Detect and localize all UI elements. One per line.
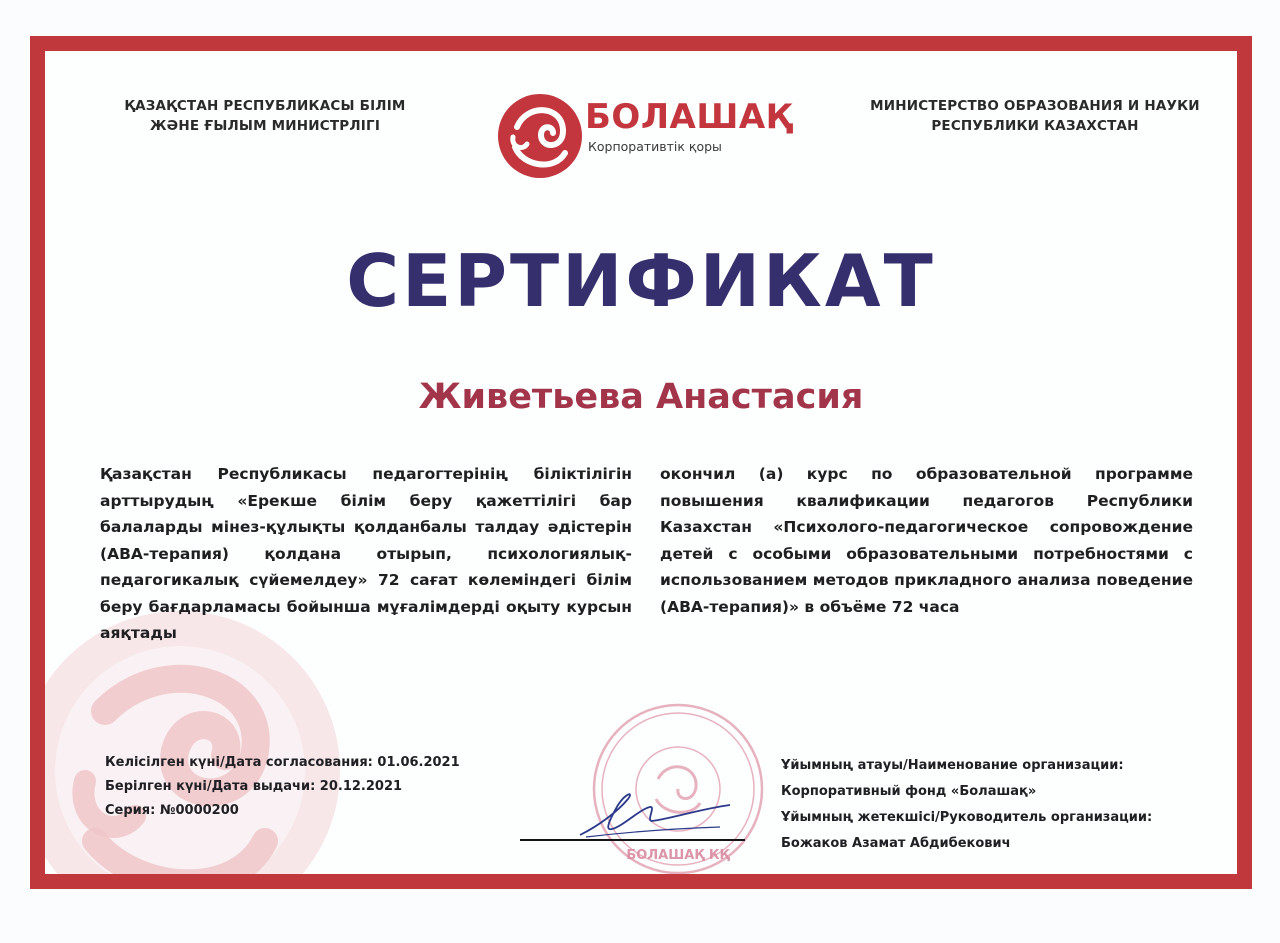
issue-date: Берілген күні/Дата выдачи: 20.12.2021 (105, 779, 403, 794)
organization-head-value: Божаков Азамат Абдибекович (781, 836, 1011, 851)
recipient-name: Живетьева Анастасия (418, 377, 864, 417)
stamp-text: БОЛАШАҚ КҚ (626, 848, 730, 863)
certificate-frame (30, 36, 1252, 889)
approval-date: Келісілген күні/Дата согласования: 01.06.2021 (105, 755, 460, 770)
organization-details (781, 753, 1152, 857)
russian-description: окончил (а) курс по образовательной программе повышения квалификации педагогов Республики Казахстан «Психолого-педагогическое сопровождение детей с особыми образовательными потребностями с использованием методов прикладного анализа поведение (АВА-терапия)» в объёме 72 часа (660, 465, 1193, 616)
ministry-russian (865, 96, 1205, 136)
ministry-russian-line2: РЕСПУБЛИКИ КАЗАХСТАН (931, 118, 1139, 134)
ministry-kazakh (115, 96, 415, 136)
certificate-details (105, 751, 460, 823)
bolashak-logo (497, 89, 827, 183)
organization-name-value: Корпоративный фонд «Болашақ» (781, 784, 1037, 799)
certificate-title: СЕРТИФИКАТ (346, 239, 936, 323)
bolashak-emblem-icon (497, 89, 583, 183)
ministry-kazakh-line2: ЖӘНЕ ҒЫЛЫМ МИНИСТРЛІГІ (149, 118, 381, 134)
organization-name-label: Ұйымның атауы/Наименование организации: (781, 758, 1124, 773)
ministry-kazakh-line1: ҚАЗАҚСТАН РЕСПУБЛИКАСЫ БІЛІМ (124, 98, 406, 114)
organization-head-label: Ұйымның жетекшісі/Руководитель организации: (781, 810, 1153, 825)
kazakh-description: Қазақстан Республикасы педагогтерінің біліктілігін арттырудың «Ерекше білім беру қажеттілігі бар балаларды мінез-құлықты қолданбалы талдау әдістерін (АВА-терапия) қолдана отырып, психологиялық-педагогикалық сүйемелдеу» 72 сағат көлеміндегі білім беру бағдарламасы бойынша мұғалімдерді оқыту курсын аяқтады (100, 465, 632, 642)
signature (500, 769, 760, 849)
series-number: Серия: №0000200 (105, 803, 239, 818)
logo-subtitle: Корпоративтік қоры (588, 139, 722, 154)
ministry-russian-line1: МИНИСТЕРСТВО ОБРАЗОВАНИЯ И НАУКИ (870, 98, 1200, 114)
logo-name: БОЛАШАҚ (585, 97, 793, 137)
